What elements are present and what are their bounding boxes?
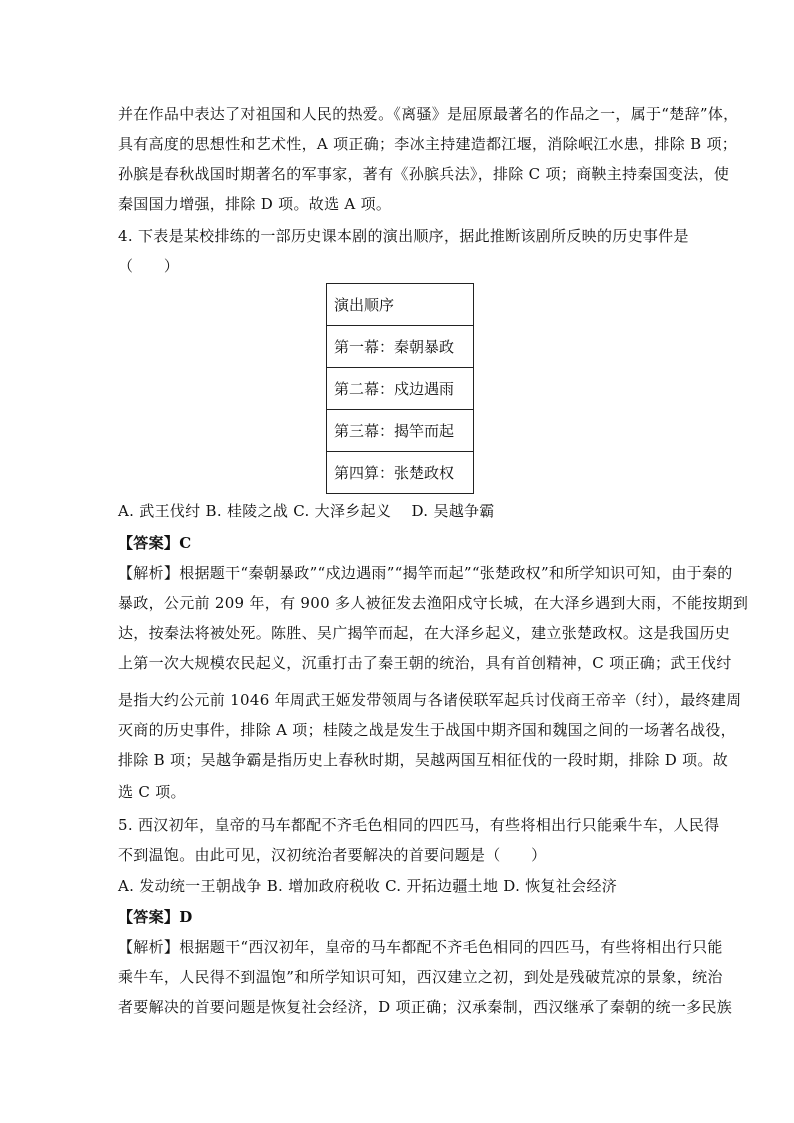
question-4-stem: 4. 下表是某校排练的一部历史课本剧的演出顺序，据此推断该剧所反映的历史事件是 — [118, 227, 689, 245]
question-5-stem: 不到温饱。由此可见，汉初统治者要解决的首要问题是（ ） — [118, 846, 547, 864]
text-line: 并在作品中表达了对祖国和人民的热爱。《离骚》是屈原最著名的作品之一，属于“楚辞”体， — [118, 105, 739, 123]
performance-order-table — [326, 283, 474, 494]
explanation-4-line: 上第一次大规模农民起义，沉重打击了秦王朝的统治，具有首创精神，C 项正确；武王伐纣 — [118, 654, 732, 672]
question-4-options: A. 武王伐纣 B. 桂陵之战 C. 大泽乡起义 D. 吴越争霸 — [118, 502, 495, 520]
text-line: 孙膑是春秋战国时期著名的军事家，著有《孙膑兵法》，排除 C 项；商鞅主持秦国变法，使 — [118, 165, 730, 183]
table-row: 第四算：张楚政权 — [327, 452, 474, 494]
explanation-4-line: 达，按秦法将被处死。陈胜、吴广揭竿而起，在大泽乡起义，建立张楚政权。这是我国历史 — [118, 624, 731, 642]
explanation-4-line: 是指大约公元前 1046 年周武王姬发带领周与各诸侯联军起兵讨伐商王帝辛（纣），最终建周 — [118, 691, 742, 709]
text-line: 具有高度的思想性和艺术性，A 项正确；李冰主持建造都江堰，消除岷江水患，排除 B 项； — [118, 135, 738, 153]
table-row: 第二幕：戍边遇雨 — [327, 368, 474, 410]
explanation-4-line: 排除 B 项；吴越争霸是指历史上春秋时期，吴越两国互相征伐的一段时期，排除 D 项。故 — [118, 751, 729, 769]
table-row: 第三幕：揭竿而起 — [327, 410, 474, 452]
explanation-4-line: 灭商的历史事件，排除 A 项；桂陵之战是发生于战国中期齐国和魏国之间的一场著名战役， — [118, 721, 736, 739]
question-4-blank: （ ） — [118, 257, 180, 275]
explanation-4-line: 暴政，公元前 209 年，有 900 多人被征发去渔阳戍守长城，在大泽乡遇到大雨，不能按期到 — [118, 594, 749, 612]
question-5-stem: 5. 西汉初年，皇帝的马车都配不齐毛色相同的四匹马，有些将相出行只能乘牛车，人民得 — [118, 816, 720, 834]
question-5-options: A. 发动统一王朝战争 B. 增加政府税收 C. 开拓边疆土地 D. 恢复社会经济 — [118, 877, 618, 895]
explanation-5-line: 【解析】根据题干“西汉初年，皇帝的马车都配不齐毛色相同的四匹马，有些将相出行只能 — [118, 938, 723, 956]
explanation-5-line: 乘牛车，人民得不到温饱”和所学知识可知，西汉建立之初，到处是残破荒凉的景象，统治 — [118, 968, 723, 986]
answer-5: 【答案】D — [118, 908, 193, 926]
text-line: 秦国国力增强，排除 D 项。故选 A 项。 — [118, 195, 392, 213]
answer-4: 【答案】C — [118, 534, 192, 552]
explanation-5-line: 者要解决的首要问题是恢复社会经济，D 项正确；汉承秦制，西汉继承了秦朝的统一多民族 — [118, 998, 733, 1016]
table-row: 第一幕：秦朝暴政 — [327, 326, 474, 368]
table-header: 演出顺序 — [327, 284, 474, 326]
explanation-4-line: 【解析】根据题干“秦朝暴政”“戍边遇雨”“揭竿而起”“张楚政权”和所学知识可知，由于秦的 — [118, 564, 733, 582]
explanation-4-line: 选 C 项。 — [118, 783, 186, 801]
